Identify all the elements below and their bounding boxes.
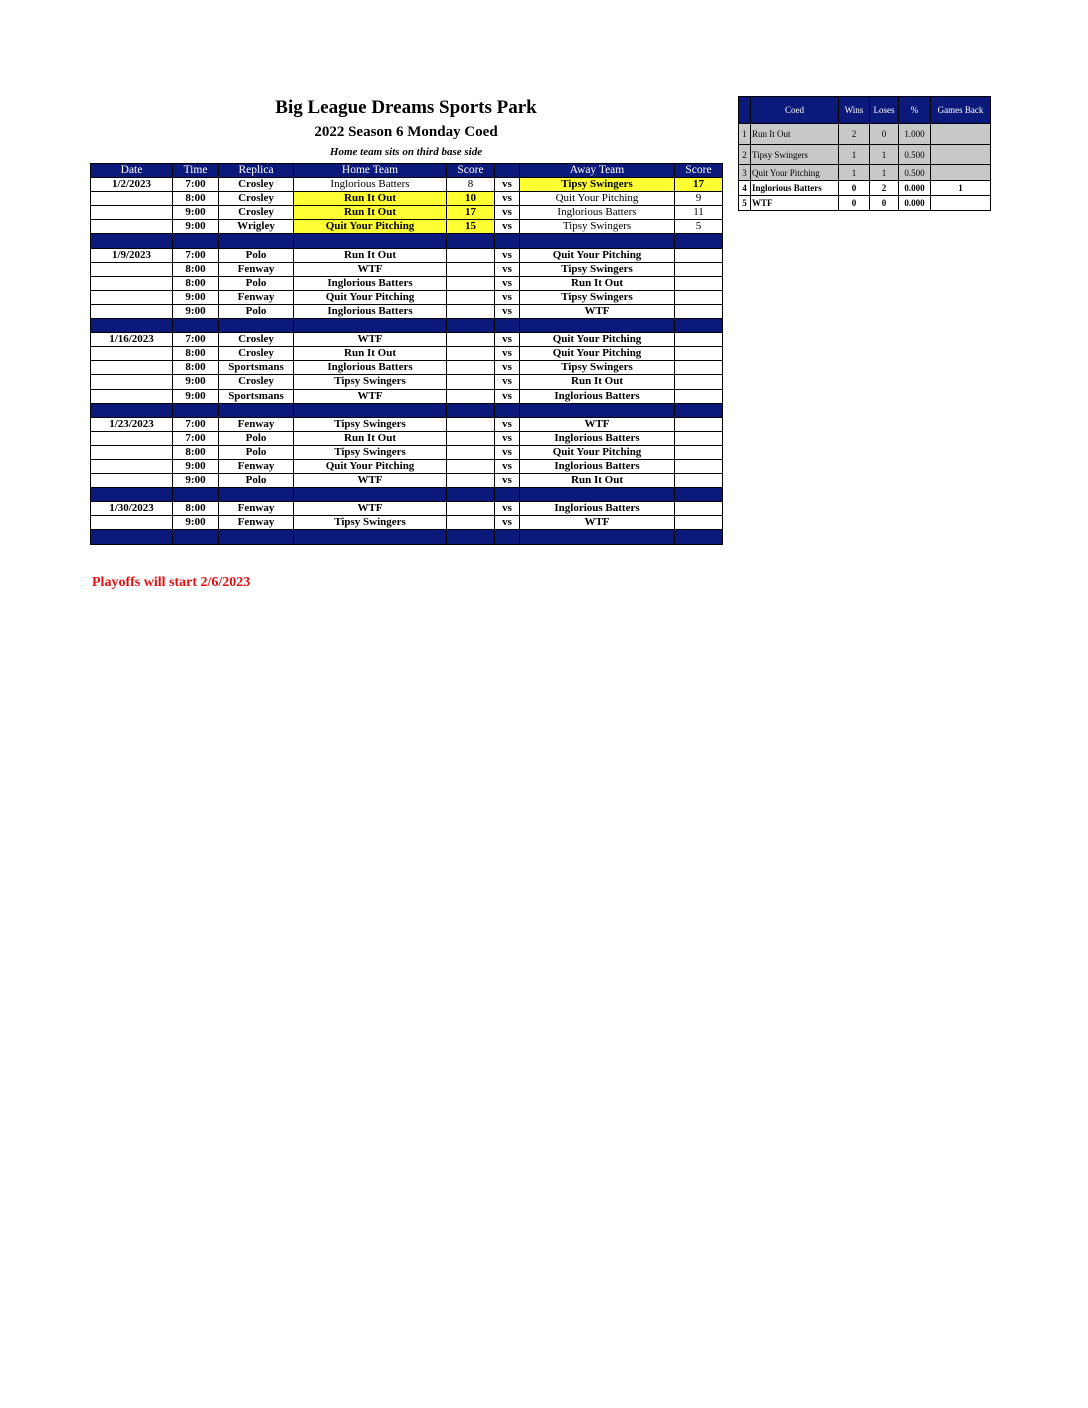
vs-cell: vs bbox=[495, 178, 520, 192]
separator-cell bbox=[173, 319, 219, 333]
vs-cell: vs bbox=[495, 262, 520, 276]
game-row bbox=[91, 375, 723, 389]
separator-cell bbox=[91, 234, 173, 248]
loses-cell: 2 bbox=[870, 181, 899, 196]
time-cell: 7:00 bbox=[173, 178, 219, 192]
time-cell: 9:00 bbox=[173, 375, 219, 389]
vs-cell: vs bbox=[495, 445, 520, 459]
loses-cell: 1 bbox=[870, 165, 899, 181]
separator-cell bbox=[294, 403, 447, 417]
vs-cell: vs bbox=[495, 361, 520, 375]
home-score-cell bbox=[447, 445, 495, 459]
time-cell: 9:00 bbox=[173, 290, 219, 304]
vs-cell: vs bbox=[495, 516, 520, 530]
time-cell: 8:00 bbox=[173, 445, 219, 459]
replica-cell: Wrigley bbox=[219, 220, 294, 234]
col-away-score: Score bbox=[675, 164, 723, 178]
home-score-cell: 10 bbox=[447, 192, 495, 206]
separator-cell bbox=[294, 234, 447, 248]
home-team-cell: WTF bbox=[294, 474, 447, 488]
home-team-cell: Tipsy Swingers bbox=[294, 516, 447, 530]
game-row bbox=[91, 206, 723, 220]
game-row bbox=[91, 333, 723, 347]
away-team-cell: Run It Out bbox=[520, 474, 675, 488]
separator-cell bbox=[495, 319, 520, 333]
date-cell bbox=[91, 516, 173, 530]
replica-cell: Fenway bbox=[219, 262, 294, 276]
replica-cell: Crosley bbox=[219, 206, 294, 220]
rank-cell: 2 bbox=[739, 145, 751, 165]
replica-cell: Sportsmans bbox=[219, 389, 294, 403]
replica-cell: Polo bbox=[219, 445, 294, 459]
away-team-cell: Tipsy Swingers bbox=[520, 178, 675, 192]
replica-cell: Crosley bbox=[219, 178, 294, 192]
pct-cell: 0.500 bbox=[899, 145, 931, 165]
standings-row bbox=[739, 181, 991, 196]
away-team-cell: Quit Your Pitching bbox=[520, 333, 675, 347]
date-cell bbox=[91, 389, 173, 403]
home-team-cell: Tipsy Swingers bbox=[294, 417, 447, 431]
away-score-cell bbox=[675, 248, 723, 262]
away-team-cell: Inglorious Batters bbox=[520, 431, 675, 445]
away-team-cell: Quit Your Pitching bbox=[520, 192, 675, 206]
away-score-cell bbox=[675, 417, 723, 431]
separator-cell bbox=[520, 319, 675, 333]
away-score-cell bbox=[675, 431, 723, 445]
away-score-cell: 9 bbox=[675, 192, 723, 206]
time-cell: 8:00 bbox=[173, 502, 219, 516]
date-cell bbox=[91, 276, 173, 290]
away-score-cell bbox=[675, 290, 723, 304]
col-games-back: Games Back bbox=[931, 97, 991, 124]
away-team-cell: Tipsy Swingers bbox=[520, 220, 675, 234]
game-row bbox=[91, 502, 723, 516]
away-team-cell: Quit Your Pitching bbox=[520, 445, 675, 459]
away-team-cell: WTF bbox=[520, 417, 675, 431]
away-team-cell: Tipsy Swingers bbox=[520, 262, 675, 276]
date-cell bbox=[91, 290, 173, 304]
game-row bbox=[91, 192, 723, 206]
standings-table bbox=[738, 96, 991, 211]
home-team-cell: WTF bbox=[294, 262, 447, 276]
wins-cell: 0 bbox=[839, 196, 870, 211]
game-row bbox=[91, 474, 723, 488]
separator-cell bbox=[495, 234, 520, 248]
playoffs-note: Playoffs will start 2/6/2023 bbox=[92, 575, 251, 590]
game-row bbox=[91, 248, 723, 262]
vs-cell: vs bbox=[495, 220, 520, 234]
pct-cell: 0.000 bbox=[899, 181, 931, 196]
home-score-cell: 15 bbox=[447, 220, 495, 234]
loses-cell: 0 bbox=[870, 196, 899, 211]
standings-row bbox=[739, 196, 991, 211]
home-team-cell: WTF bbox=[294, 389, 447, 403]
away-team-cell: Tipsy Swingers bbox=[520, 290, 675, 304]
separator-cell bbox=[219, 234, 294, 248]
game-row bbox=[91, 516, 723, 530]
vs-cell: vs bbox=[495, 347, 520, 361]
home-team-cell: Run It Out bbox=[294, 192, 447, 206]
date-cell: 1/2/2023 bbox=[91, 178, 173, 192]
away-score-cell bbox=[675, 445, 723, 459]
home-team-note: Home team sits on third base side bbox=[329, 146, 483, 158]
col-time: Time bbox=[173, 164, 219, 178]
home-team-cell: Run It Out bbox=[294, 206, 447, 220]
col-rank bbox=[739, 97, 751, 124]
separator-cell bbox=[675, 403, 723, 417]
away-score-cell: 5 bbox=[675, 220, 723, 234]
replica-cell: Fenway bbox=[219, 459, 294, 473]
separator-cell bbox=[447, 530, 495, 544]
week-separator-row bbox=[91, 319, 723, 333]
vs-cell: vs bbox=[495, 333, 520, 347]
separator-cell bbox=[495, 530, 520, 544]
separator-cell bbox=[219, 319, 294, 333]
replica-cell: Polo bbox=[219, 431, 294, 445]
home-team-cell: Inglorious Batters bbox=[294, 304, 447, 318]
away-team-cell: Inglorious Batters bbox=[520, 502, 675, 516]
separator-cell bbox=[91, 530, 173, 544]
away-score-cell: 11 bbox=[675, 206, 723, 220]
separator-cell bbox=[219, 530, 294, 544]
games-back-cell bbox=[931, 165, 991, 181]
home-score-cell bbox=[447, 333, 495, 347]
col-away-team: Away Team bbox=[520, 164, 675, 178]
replica-cell: Crosley bbox=[219, 192, 294, 206]
home-team-cell: Quit Your Pitching bbox=[294, 220, 447, 234]
home-score-cell: 17 bbox=[447, 206, 495, 220]
vs-cell: vs bbox=[495, 206, 520, 220]
games-back-cell bbox=[931, 124, 991, 145]
time-cell: 8:00 bbox=[173, 262, 219, 276]
game-row bbox=[91, 276, 723, 290]
away-team-cell: Tipsy Swingers bbox=[520, 361, 675, 375]
home-score-cell bbox=[447, 304, 495, 318]
separator-cell bbox=[219, 403, 294, 417]
replica-cell: Sportsmans bbox=[219, 361, 294, 375]
col-date: Date bbox=[91, 164, 173, 178]
away-team-cell: Inglorious Batters bbox=[520, 459, 675, 473]
home-score-cell bbox=[447, 502, 495, 516]
week-separator-row bbox=[91, 530, 723, 544]
time-cell: 7:00 bbox=[173, 431, 219, 445]
team-cell: Run It Out bbox=[751, 124, 839, 145]
away-team-cell: Run It Out bbox=[520, 276, 675, 290]
date-cell bbox=[91, 361, 173, 375]
date-cell bbox=[91, 192, 173, 206]
vs-cell: vs bbox=[495, 192, 520, 206]
away-score-cell bbox=[675, 375, 723, 389]
date-cell bbox=[91, 431, 173, 445]
replica-cell: Crosley bbox=[219, 333, 294, 347]
time-cell: 7:00 bbox=[173, 248, 219, 262]
vs-cell: vs bbox=[495, 248, 520, 262]
vs-cell: vs bbox=[495, 375, 520, 389]
week-separator-row bbox=[91, 234, 723, 248]
away-team-cell: Quit Your Pitching bbox=[520, 248, 675, 262]
away-team-cell: Inglorious Batters bbox=[520, 389, 675, 403]
vs-cell: vs bbox=[495, 502, 520, 516]
separator-cell bbox=[675, 530, 723, 544]
time-cell: 8:00 bbox=[173, 347, 219, 361]
home-team-cell: WTF bbox=[294, 333, 447, 347]
away-score-cell: 17 bbox=[675, 178, 723, 192]
loses-cell: 0 bbox=[870, 124, 899, 145]
separator-cell bbox=[173, 234, 219, 248]
separator-cell bbox=[91, 403, 173, 417]
home-score-cell bbox=[447, 516, 495, 530]
games-back-cell bbox=[931, 196, 991, 211]
date-cell bbox=[91, 220, 173, 234]
col-wins: Wins bbox=[839, 97, 870, 124]
home-team-cell: Inglorious Batters bbox=[294, 178, 447, 192]
separator-cell bbox=[447, 403, 495, 417]
home-team-cell: Inglorious Batters bbox=[294, 276, 447, 290]
col-vs bbox=[495, 164, 520, 178]
col-replica: Replica bbox=[219, 164, 294, 178]
separator-cell bbox=[495, 403, 520, 417]
game-row bbox=[91, 262, 723, 276]
home-team-cell: Quit Your Pitching bbox=[294, 290, 447, 304]
rank-cell: 3 bbox=[739, 165, 751, 181]
time-cell: 9:00 bbox=[173, 304, 219, 318]
separator-cell bbox=[91, 319, 173, 333]
date-cell: 1/16/2023 bbox=[91, 333, 173, 347]
games-back-cell bbox=[931, 145, 991, 165]
home-score-cell bbox=[447, 347, 495, 361]
separator-cell bbox=[520, 488, 675, 502]
separator-cell bbox=[520, 403, 675, 417]
separator-cell bbox=[294, 488, 447, 502]
vs-cell: vs bbox=[495, 276, 520, 290]
away-score-cell bbox=[675, 262, 723, 276]
game-row bbox=[91, 304, 723, 318]
time-cell: 9:00 bbox=[173, 516, 219, 530]
home-score-cell bbox=[447, 431, 495, 445]
time-cell: 9:00 bbox=[173, 220, 219, 234]
home-score-cell: 8 bbox=[447, 178, 495, 192]
date-cell: 1/30/2023 bbox=[91, 502, 173, 516]
team-cell: Quit Your Pitching bbox=[751, 165, 839, 181]
home-score-cell bbox=[447, 262, 495, 276]
replica-cell: Fenway bbox=[219, 502, 294, 516]
replica-cell: Crosley bbox=[219, 375, 294, 389]
away-score-cell bbox=[675, 516, 723, 530]
home-team-cell: Run It Out bbox=[294, 431, 447, 445]
wins-cell: 1 bbox=[839, 145, 870, 165]
game-row bbox=[91, 431, 723, 445]
separator-cell bbox=[294, 319, 447, 333]
away-team-cell: WTF bbox=[520, 516, 675, 530]
col-home-team: Home Team bbox=[294, 164, 447, 178]
col-coed: Coed bbox=[751, 97, 839, 124]
replica-cell: Polo bbox=[219, 276, 294, 290]
pct-cell: 0.000 bbox=[899, 196, 931, 211]
vs-cell: vs bbox=[495, 459, 520, 473]
date-cell bbox=[91, 206, 173, 220]
rank-cell: 1 bbox=[739, 124, 751, 145]
standings-row bbox=[739, 124, 991, 145]
game-row bbox=[91, 220, 723, 234]
wins-cell: 2 bbox=[839, 124, 870, 145]
separator-cell bbox=[447, 319, 495, 333]
away-score-cell bbox=[675, 389, 723, 403]
week-separator-row bbox=[91, 403, 723, 417]
wins-cell: 0 bbox=[839, 181, 870, 196]
games-back-cell: 1 bbox=[931, 181, 991, 196]
away-score-cell bbox=[675, 459, 723, 473]
separator-cell bbox=[173, 488, 219, 502]
standings-header-row bbox=[739, 97, 991, 124]
standings-row bbox=[739, 145, 991, 165]
away-team-cell: WTF bbox=[520, 304, 675, 318]
game-row bbox=[91, 178, 723, 192]
time-cell: 8:00 bbox=[173, 361, 219, 375]
schedule-table bbox=[90, 163, 723, 545]
vs-cell: vs bbox=[495, 304, 520, 318]
page-title: Big League Dreams Sports Park bbox=[275, 97, 537, 118]
game-row bbox=[91, 445, 723, 459]
date-cell bbox=[91, 459, 173, 473]
team-cell: Inglorious Batters bbox=[751, 181, 839, 196]
replica-cell: Crosley bbox=[219, 347, 294, 361]
separator-cell bbox=[294, 530, 447, 544]
home-score-cell bbox=[447, 389, 495, 403]
standings-row bbox=[739, 165, 991, 181]
team-cell: Tipsy Swingers bbox=[751, 145, 839, 165]
separator-cell bbox=[675, 234, 723, 248]
replica-cell: Fenway bbox=[219, 516, 294, 530]
separator-cell bbox=[447, 488, 495, 502]
home-team-cell: Run It Out bbox=[294, 347, 447, 361]
pct-cell: 0.500 bbox=[899, 165, 931, 181]
separator-cell bbox=[675, 319, 723, 333]
away-score-cell bbox=[675, 347, 723, 361]
game-row bbox=[91, 347, 723, 361]
schedule-header-row bbox=[91, 164, 723, 178]
vs-cell: vs bbox=[495, 417, 520, 431]
time-cell: 7:00 bbox=[173, 333, 219, 347]
away-score-cell bbox=[675, 474, 723, 488]
time-cell: 9:00 bbox=[173, 389, 219, 403]
home-score-cell bbox=[447, 248, 495, 262]
rank-cell: 5 bbox=[739, 196, 751, 211]
game-row bbox=[91, 389, 723, 403]
home-score-cell bbox=[447, 417, 495, 431]
time-cell: 9:00 bbox=[173, 474, 219, 488]
col-pct: % bbox=[899, 97, 931, 124]
replica-cell: Polo bbox=[219, 248, 294, 262]
col-home-score: Score bbox=[447, 164, 495, 178]
date-cell: 1/23/2023 bbox=[91, 417, 173, 431]
separator-cell bbox=[91, 488, 173, 502]
away-score-cell bbox=[675, 333, 723, 347]
wins-cell: 1 bbox=[839, 165, 870, 181]
home-score-cell bbox=[447, 459, 495, 473]
date-cell bbox=[91, 375, 173, 389]
home-score-cell bbox=[447, 361, 495, 375]
game-row bbox=[91, 290, 723, 304]
away-team-cell: Run It Out bbox=[520, 375, 675, 389]
away-score-cell bbox=[675, 276, 723, 290]
home-score-cell bbox=[447, 474, 495, 488]
separator-cell bbox=[520, 234, 675, 248]
home-score-cell bbox=[447, 276, 495, 290]
away-team-cell: Quit Your Pitching bbox=[520, 347, 675, 361]
separator-cell bbox=[495, 488, 520, 502]
home-team-cell: Quit Your Pitching bbox=[294, 459, 447, 473]
game-row bbox=[91, 361, 723, 375]
separator-cell bbox=[173, 403, 219, 417]
home-team-cell: Run It Out bbox=[294, 248, 447, 262]
date-cell: 1/9/2023 bbox=[91, 248, 173, 262]
time-cell: 8:00 bbox=[173, 276, 219, 290]
separator-cell bbox=[219, 488, 294, 502]
home-score-cell bbox=[447, 290, 495, 304]
away-score-cell bbox=[675, 361, 723, 375]
separator-cell bbox=[520, 530, 675, 544]
date-cell bbox=[91, 347, 173, 361]
replica-cell: Polo bbox=[219, 304, 294, 318]
home-score-cell bbox=[447, 375, 495, 389]
separator-cell bbox=[173, 530, 219, 544]
date-cell bbox=[91, 474, 173, 488]
replica-cell: Fenway bbox=[219, 290, 294, 304]
col-loses: Loses bbox=[870, 97, 899, 124]
loses-cell: 1 bbox=[870, 145, 899, 165]
separator-cell bbox=[447, 234, 495, 248]
date-cell bbox=[91, 445, 173, 459]
time-cell: 9:00 bbox=[173, 459, 219, 473]
away-score-cell bbox=[675, 304, 723, 318]
time-cell: 8:00 bbox=[173, 192, 219, 206]
replica-cell: Polo bbox=[219, 474, 294, 488]
home-team-cell: WTF bbox=[294, 502, 447, 516]
home-team-cell: Tipsy Swingers bbox=[294, 445, 447, 459]
separator-cell bbox=[675, 488, 723, 502]
date-cell bbox=[91, 304, 173, 318]
week-separator-row bbox=[91, 488, 723, 502]
away-team-cell: Inglorious Batters bbox=[520, 206, 675, 220]
game-row bbox=[91, 459, 723, 473]
home-team-cell: Inglorious Batters bbox=[294, 361, 447, 375]
page-subtitle: 2022 Season 6 Monday Coed bbox=[314, 124, 498, 140]
vs-cell: vs bbox=[495, 431, 520, 445]
date-cell bbox=[91, 262, 173, 276]
pct-cell: 1.000 bbox=[899, 124, 931, 145]
time-cell: 9:00 bbox=[173, 206, 219, 220]
team-cell: WTF bbox=[751, 196, 839, 211]
vs-cell: vs bbox=[495, 474, 520, 488]
time-cell: 7:00 bbox=[173, 417, 219, 431]
vs-cell: vs bbox=[495, 389, 520, 403]
replica-cell: Fenway bbox=[219, 417, 294, 431]
away-score-cell bbox=[675, 502, 723, 516]
rank-cell: 4 bbox=[739, 181, 751, 196]
home-team-cell: Tipsy Swingers bbox=[294, 375, 447, 389]
game-row bbox=[91, 417, 723, 431]
vs-cell: vs bbox=[495, 290, 520, 304]
